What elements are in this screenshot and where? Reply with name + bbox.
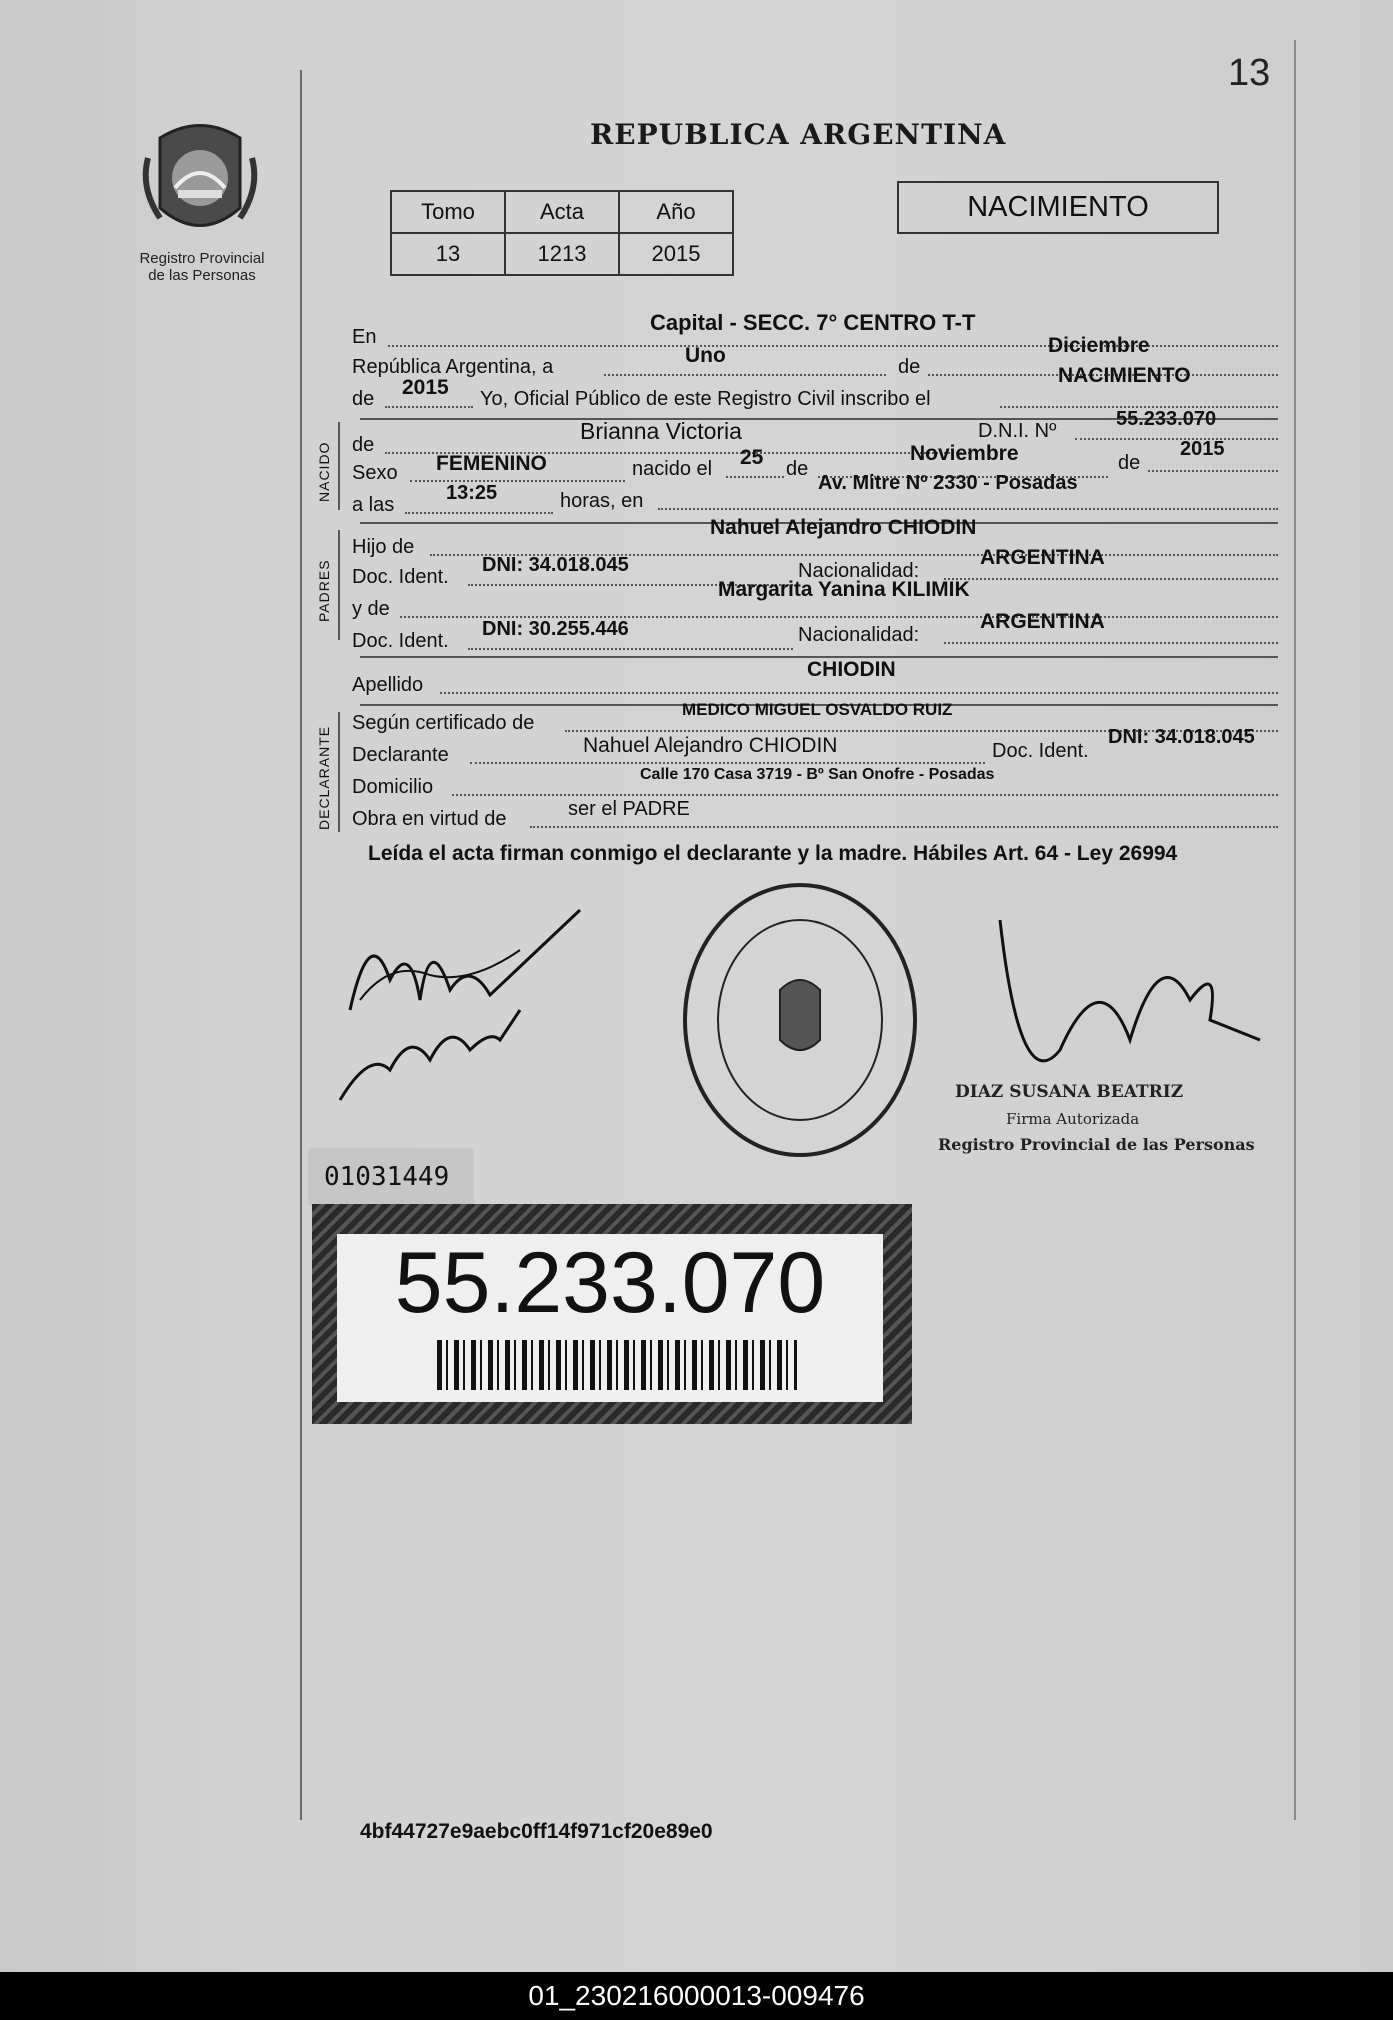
label-de2: de	[352, 388, 375, 410]
declarant-value: Nahuel Alejandro CHIODIN	[583, 734, 838, 757]
label-nacionalidad-madre: Nacionalidad:	[798, 624, 920, 646]
declarant-doc-value: DNI: 34.018.045	[1108, 726, 1255, 748]
scan-id-footer: 01_230216000013-009476	[0, 1972, 1393, 2020]
closing-statement: Leída el acta firman conmigo el declarante y la madre. Hábiles Art. 64 - Ley 26994	[368, 842, 1178, 865]
right-margin-line	[1294, 40, 1296, 1820]
section-nacido: NACIDO	[316, 441, 332, 502]
label-republica: República Argentina, a	[352, 356, 554, 378]
month-value: Diciembre	[1048, 334, 1150, 357]
father-name-value: Nahuel Alejandro CHIODIN	[710, 516, 977, 539]
coat-of-arms-icon	[140, 118, 260, 248]
document-title: REPUBLICA ARGENTINA	[590, 118, 1007, 151]
label-horas-en: horas, en	[560, 490, 644, 512]
father-doc-value: DNI: 34.018.045	[482, 554, 629, 576]
surname-value: CHIODIN	[807, 658, 896, 681]
birth-year-value: 2015	[1180, 438, 1225, 460]
father-nationality-value: ARGENTINA	[980, 546, 1105, 569]
record-type-box: NACIMIENTO	[897, 181, 1219, 234]
barcode-label	[312, 1204, 912, 1424]
birth-month-value: Noviembre	[910, 442, 1019, 465]
label-nacido-el: nacido el	[632, 458, 713, 480]
label-doc-padre: Doc. Ident.	[352, 566, 449, 588]
place-value: Capital - SECC. 7° CENTRO T-T	[650, 310, 976, 335]
label-apellido: Apellido	[352, 674, 424, 696]
day-value: Uno	[685, 344, 726, 367]
label-domicilio: Domicilio	[352, 776, 434, 798]
label-certificado: Según certificado de	[352, 712, 535, 734]
left-margin-line	[300, 70, 302, 1820]
label-y-de: y de	[352, 598, 390, 620]
name-value: Brianna Victoria	[580, 418, 742, 444]
control-number: 01031449	[308, 1148, 474, 1206]
reason-value: ser el PADRE	[568, 798, 690, 820]
label-nacionalidad-padre: Nacionalidad:	[798, 560, 920, 582]
label-doc-declarante: Doc. Ident.	[992, 740, 1089, 762]
year-value: 2015	[402, 376, 449, 399]
mother-doc-value: DNI: 30.255.446	[482, 618, 629, 640]
label-en: En	[352, 326, 377, 348]
label-de: de	[898, 356, 921, 378]
label-obra: Obra en virtud de	[352, 808, 507, 830]
label-doc-madre: Doc. Ident.	[352, 630, 449, 652]
section-padres: PADRES	[316, 559, 332, 622]
act-value: NACIMIENTO	[1058, 364, 1191, 387]
logo-caption: Registro Provincial de las Personas	[139, 250, 265, 284]
birth-day-value: 25	[740, 446, 764, 469]
label-de-anio: de	[1118, 452, 1141, 474]
certificate-value: MEDICO MIGUEL OSVALDO RUIZ	[682, 700, 953, 719]
official-office: Registro Provincial de las Personas	[938, 1135, 1255, 1154]
official-seal	[680, 880, 920, 1160]
document-hash: 4bf44727e9aebc0ff14f971cf20e89e0	[360, 1820, 713, 1843]
label-hijo-de: Hijo de	[352, 536, 415, 558]
mother-nationality-value: ARGENTINA	[980, 610, 1105, 633]
dni-value: 55.233.070	[1116, 408, 1217, 430]
official-role: Firma Autorizada	[1006, 1110, 1140, 1128]
label-de-nombre: de	[352, 434, 375, 456]
label-dni: D.N.I. Nº	[978, 420, 1057, 442]
birthplace-value: Av. Mitre Nº 2330 - Posadas	[818, 472, 1078, 494]
label-de-mes: de	[786, 458, 809, 480]
declarant-signature	[330, 900, 630, 1120]
address-value: Calle 170 Casa 3719 - Bº San Onofre - Posadas	[640, 766, 995, 783]
intro-text: Yo, Oficial Público de este Registro Civil inscribo el	[480, 388, 931, 410]
label-sexo: Sexo	[352, 462, 398, 484]
section-declarante: DECLARANTE	[316, 725, 332, 830]
barcode-icon	[437, 1340, 797, 1390]
sex-value: FEMENINO	[436, 452, 547, 475]
mother-name-value: Margarita Yanina KILIMIK	[718, 578, 970, 601]
page-number: 13	[1228, 52, 1271, 94]
registry-table: Tomo Acta Año 13 1213 2015	[390, 190, 734, 276]
label-a-las: a las	[352, 494, 395, 516]
label-declarante: Declarante	[352, 744, 449, 766]
official-name: DIAZ SUSANA BEATRIZ	[955, 1082, 1184, 1102]
barcode-number: 55.233.070	[394, 1235, 826, 1331]
hour-value: 13:25	[446, 482, 498, 504]
